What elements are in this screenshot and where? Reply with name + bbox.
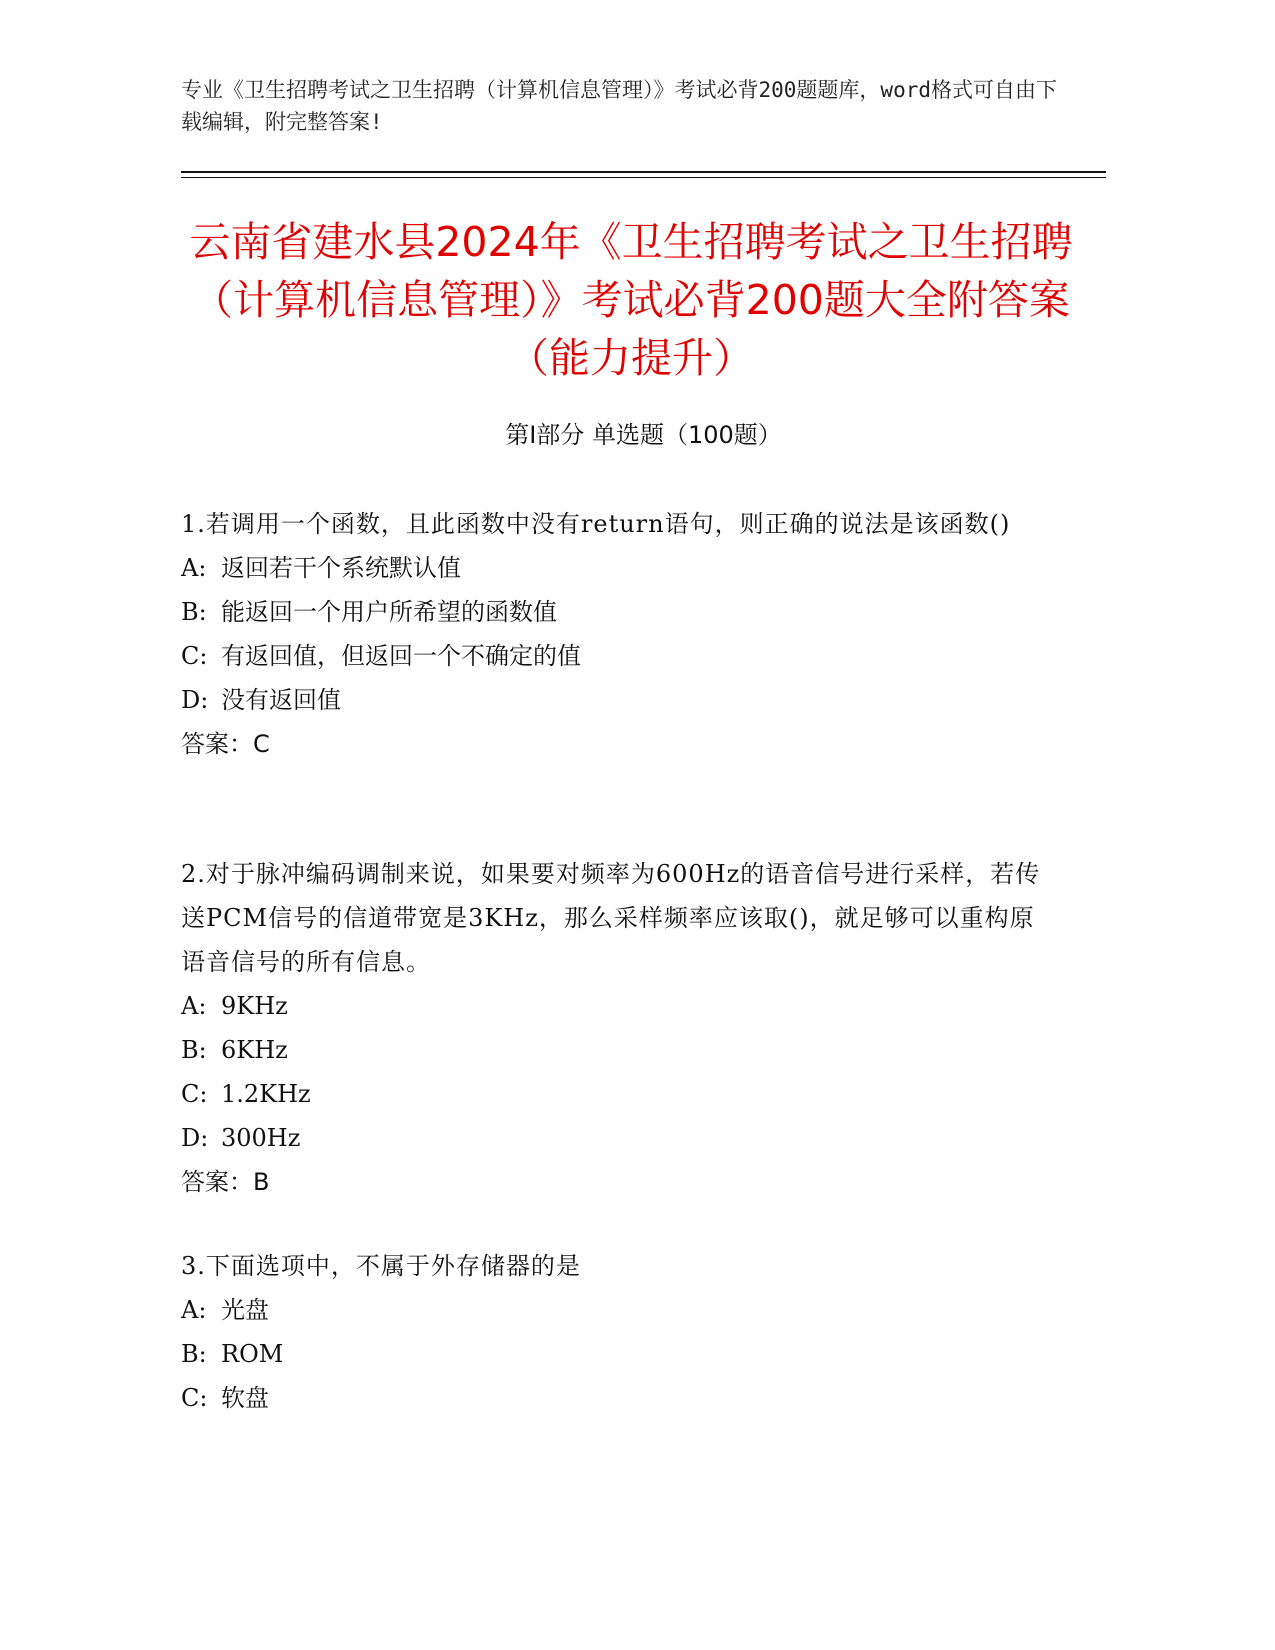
option-d	[181, 678, 1041, 722]
option-text: 能返回一个用户所希望的函数值	[221, 598, 557, 626]
option-letter: C:	[181, 1384, 208, 1412]
option-letter: B:	[181, 598, 207, 626]
option-d	[181, 1116, 1041, 1160]
option-text: 1.2KHz	[221, 1080, 311, 1108]
option-letter: B:	[181, 1340, 207, 1368]
document-title: 云南省建水县2024年《卫生招聘考试之卫生招聘（计算机信息管理）》考试必背200题大全附答案（能力提升）	[189, 218, 1073, 382]
option-letter: C:	[181, 1080, 208, 1108]
option-letter: A:	[181, 992, 207, 1020]
header-divider-thick	[181, 171, 1106, 173]
option-c	[181, 1376, 1041, 1420]
answer-label: 答案：B	[181, 1168, 270, 1196]
option-text: ROM	[221, 1340, 284, 1368]
header-divider-thin	[181, 177, 1106, 178]
question-1	[181, 502, 1041, 766]
option-text: 光盘	[221, 1296, 269, 1324]
question-stem: 3.下面选项中，不属于外存储器的是	[181, 1252, 581, 1280]
option-a	[181, 984, 1041, 1028]
option-text: 没有返回值	[221, 686, 341, 714]
option-b	[181, 1028, 1041, 1072]
option-c	[181, 634, 1041, 678]
option-letter: D:	[181, 1124, 209, 1152]
question-3	[181, 1244, 1041, 1420]
option-letter: C:	[181, 642, 208, 670]
option-text: 9KHz	[221, 992, 288, 1020]
option-a	[181, 1288, 1041, 1332]
question-stem: 2.对于脉冲编码调制来说，如果要对频率为600Hz的语音信号进行采样，若传送PCM信号的信道带宽是3KHz，那么采样频率应该取()，就足够可以重构原语音信号的所有信息。	[181, 860, 1041, 976]
option-letter: A:	[181, 1296, 207, 1324]
option-letter: B:	[181, 1036, 207, 1064]
option-text: 返回若干个系统默认值	[221, 554, 461, 582]
question-stem: 1.若调用一个函数，且此函数中没有return语句，则正确的说法是该函数()	[181, 510, 1011, 538]
option-text: 6KHz	[221, 1036, 288, 1064]
option-letter: A:	[181, 554, 207, 582]
header-note: 专业《卫生招聘考试之卫生招聘（计算机信息管理）》考试必背200题题库，word格式可自由下载编辑，附完整答案!	[181, 78, 1057, 134]
option-text: 有返回值，但返回一个不确定的值	[221, 642, 581, 670]
option-a	[181, 546, 1041, 590]
question-2	[181, 852, 1041, 1204]
option-b	[181, 1332, 1041, 1376]
option-text: 软盘	[221, 1384, 269, 1412]
option-letter: D:	[181, 686, 209, 714]
option-text: 300Hz	[221, 1124, 301, 1152]
section-title: 第I部分 单选题（100题）	[505, 421, 782, 449]
option-b	[181, 590, 1041, 634]
answer-label: 答案：C	[181, 730, 270, 758]
option-c	[181, 1072, 1041, 1116]
